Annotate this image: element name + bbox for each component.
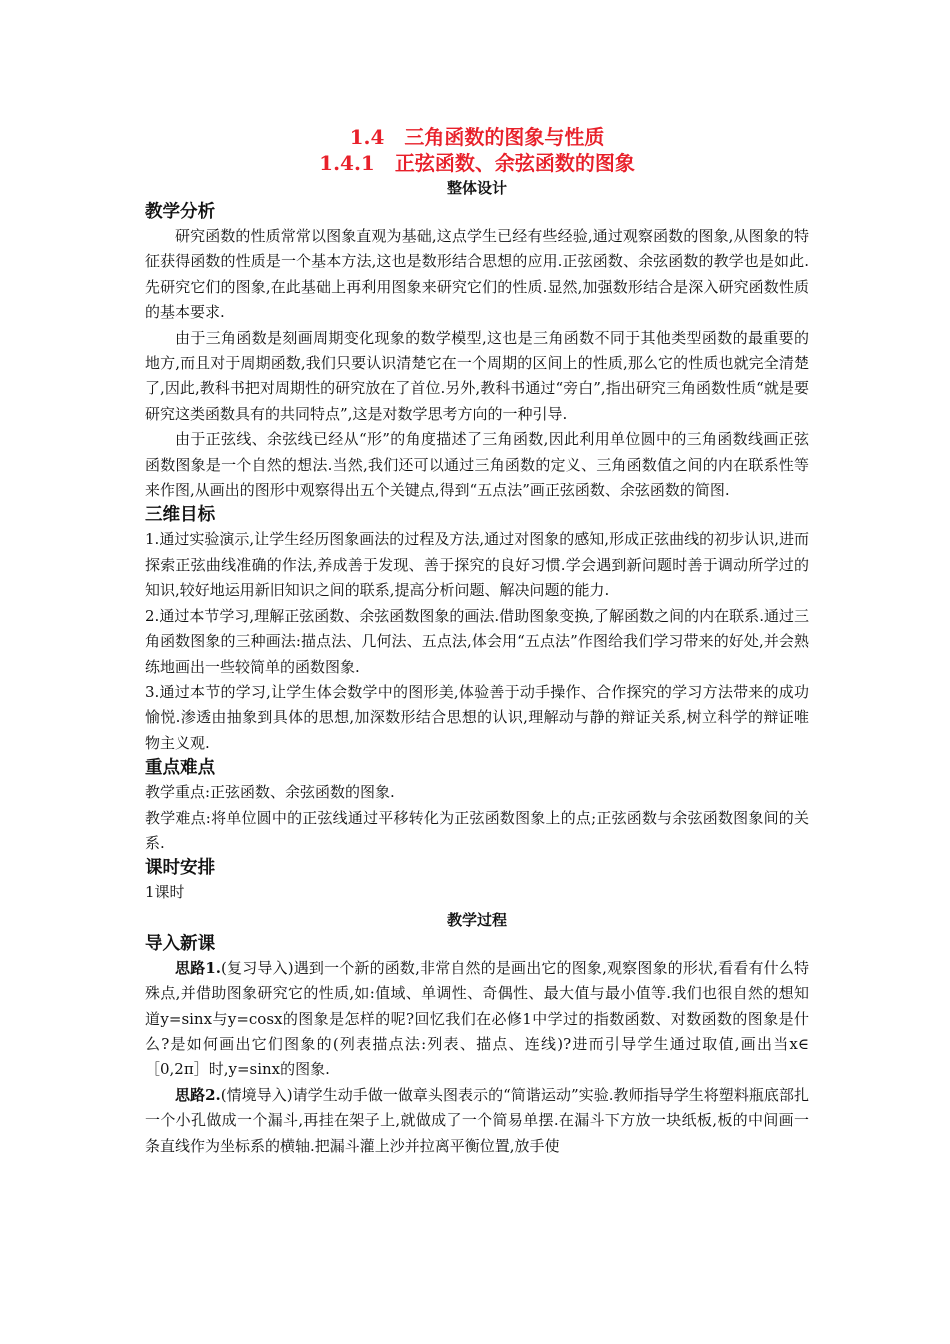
analysis-paragraph-2: 由于三角函数是刻画周期变化现象的数学模型,这也是三角函数不同于其他类型函数的最重要的地方,而且对于周期函数,我们只要认识清楚它在一个周期的区间上的性质,那么它的性质也就完全清楚了,因此,教科书把对周期性的研究放在了首位.另外,教科书通过“旁白”,指出研究三角函数性质“就是要研究这类函数具有的共同特点”,这是对数学思考方向的一种引导.	[145, 328, 809, 423]
design-heading: 整体设计	[446, 179, 507, 197]
goal-1: 1.通过实验演示,让学生经历图象画法的过程及方法,通过对图象的感知,形成正弦曲线的初步认识,进而探索正弦曲线准确的作法,养成善于发现、善于探究的良好习惯.学会遇到新问题时善于调动所学过的知识,较好地运用新旧知识之间的联系,提高分析问题、解决问题的能力.	[145, 530, 809, 600]
goal-3: 3.通过本节的学习,让学生体会数学中的图形美,体验善于动手操作、合作探究的学习方法带来的成功愉悦.渗透由抽象到具体的思想,加深数形结合思想的认识,理解动与静的辩证关系,树立科学的辩证唯物主义观.	[145, 682, 809, 752]
schedule-heading: 课时安排	[145, 858, 216, 879]
idea-2-label: 思路2.	[175, 1085, 221, 1104]
section-title: 1.4 三角函数的图象与性质	[349, 125, 605, 149]
idea-2-text: (情境导入)请学生动手做一做章头图表示的“简谐运动”实验.教师指导学生将塑料瓶底部扎一个小孔做成一个漏斗,再挂在架子上,就做成了一个简易单摆.在漏斗下方放一块纸板,板的中间画一条直线作为坐标系的横轴.把漏斗灌上沙并拉离平衡位置,放手使	[145, 1085, 809, 1155]
idea-1-text: (复习导入)遇到一个新的函数,非常自然的是画出它的图象,观察图象的形状,看看有什么特殊点,并借助图象研究它的性质,如:值域、单调性、奇偶性、最大值与最小值等.我们也很自然的想知道y=sinx与y=cosx的图象是怎样的呢?回忆我们在必修1中学过的指数函数、对数函数的图象是什么?是如何画出它们图象的(列表描点法:列表、描点、连线)?进而引导学生通过取值,画出当x∈［0,2π］时,y=sinx的图象.	[145, 958, 809, 1079]
analysis-paragraph-3: 由于正弦线、余弦线已经从“形”的角度描述了三角函数,因此利用单位圆中的三角函数线画正弦函数图象是一个自然的想法.当然,我们还可以通过三角函数的定义、三角函数值之间的内在联系性等来作图,从画出的图形中观察得出五个关键点,得到“五点法”画正弦函数、余弦函数的简图.	[145, 430, 809, 500]
intro-heading: 导入新课	[145, 933, 216, 954]
analysis-heading: 教学分析	[145, 202, 216, 222]
document-page	[145, 124, 809, 1159]
subsection-title: 1.4.1 正弦函数、余弦函数的图象	[319, 151, 635, 175]
process-heading: 教学过程	[446, 910, 507, 929]
intro-idea-2	[145, 1083, 809, 1159]
teaching-difficulty: 教学难点:将单位圆中的正弦线通过平移转化为正弦函数图象上的点;正弦函数与余弦函数图象间的关系.	[145, 808, 809, 852]
idea-1-label: 思路1.	[175, 958, 221, 977]
intro-idea-1	[145, 956, 809, 1083]
analysis-paragraph-1: 研究函数的性质常常以图象直观为基础,这点学生已经有些经验,通过观察函数的图象,从图象的特征获得函数的性质是一个基本方法,这也是数形结合思想的应用.正弦函数、余弦函数的教学也是如此.先研究它们的图象,在此基础上再利用图象来研究它们的性质.显然,加强数形结合是深入研究函数性质的基本要求.	[145, 227, 809, 322]
goal-2: 2.通过本节学习,理解正弦函数、余弦函数图象的画法.借助图象变换,了解函数之间的内在联系.通过三角函数图象的三种画法:描点法、几何法、五点法,体会用“五点法”作图给我们学习带来的好处,并会熟练地画出一些较简单的函数图象.	[145, 606, 809, 676]
teaching-focus: 教学重点:正弦函数、余弦函数的图象.	[145, 783, 395, 802]
goals-heading: 三维目标	[145, 505, 216, 526]
schedule-value: 1课时	[145, 883, 185, 902]
keypoints-heading: 重点难点	[145, 758, 216, 779]
